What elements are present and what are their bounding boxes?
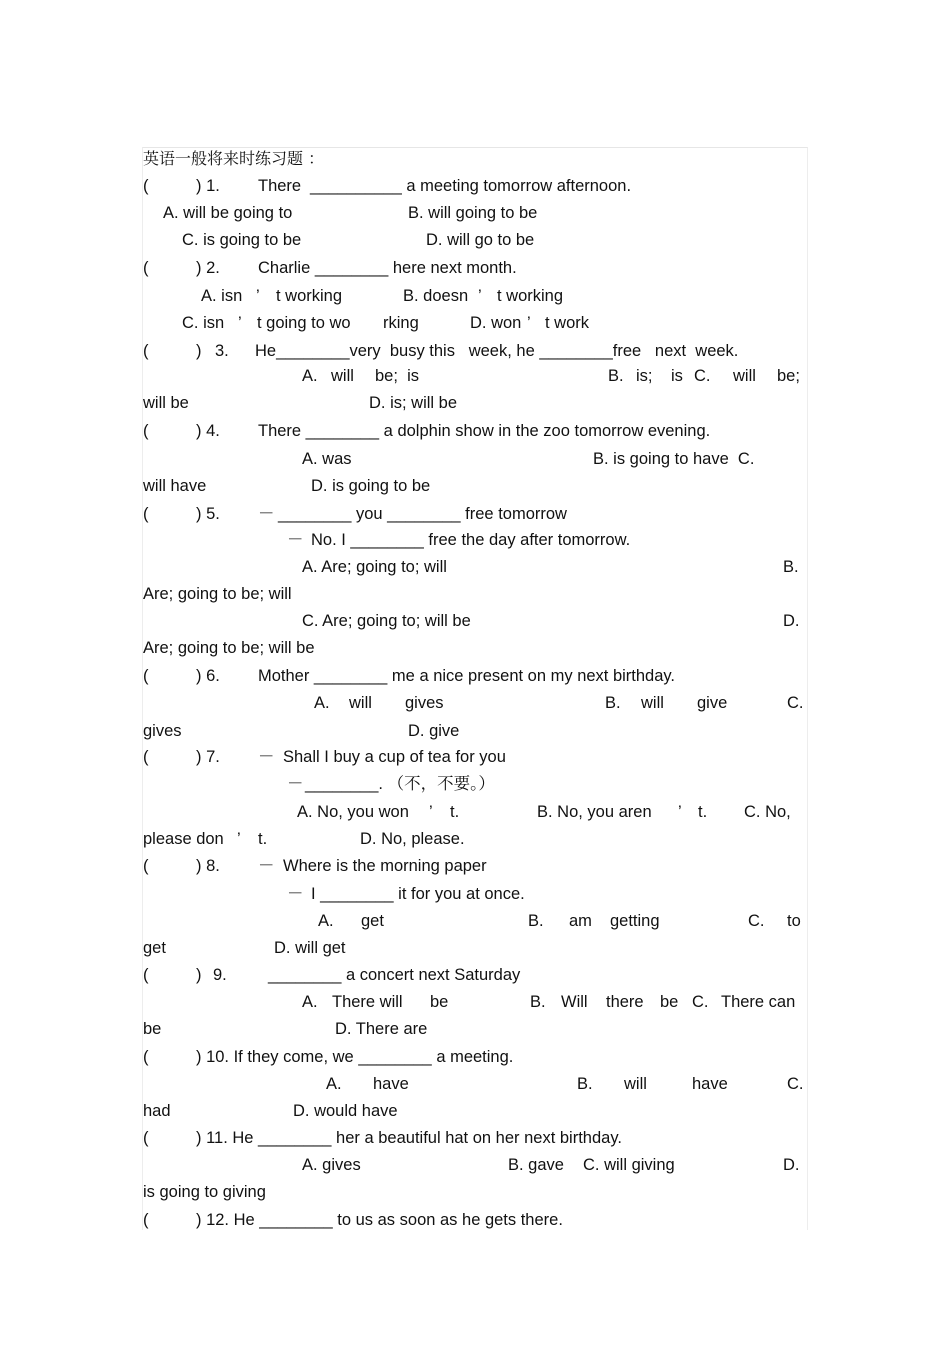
line-3-part-1: C. is going to be [182, 231, 302, 249]
line-18-part-1: Are; going to be; will be [143, 639, 315, 657]
line-24-part-3: t. [450, 803, 460, 821]
line-8-part-7: C. [694, 367, 711, 385]
line-38-part-1: is going to giving [143, 1183, 266, 1201]
line-19-part-3: Mother ________ me a nice present on my next birthday. [258, 667, 676, 685]
line-19-part-2: ) 6. [196, 667, 220, 685]
line-19-part-1: ( [143, 667, 149, 685]
line-27-part-1: － [287, 885, 304, 903]
line-31-part-9: There can [721, 993, 796, 1011]
line-5-part-2: ’ [256, 287, 260, 305]
line-28-part-2: get [361, 912, 384, 930]
line-21-part-1: gives [143, 722, 182, 740]
line-28-part-3: B. [528, 912, 544, 930]
line-22-part-3: － [258, 748, 275, 766]
line-20-part-5: will [641, 694, 664, 712]
line-20-part-1: A. [314, 694, 330, 712]
line-20-part-3: gives [405, 694, 444, 712]
line-36-part-1: ( [143, 1129, 149, 1147]
line-20-part-4: B. [605, 694, 621, 712]
line-28-part-4: am [569, 912, 592, 930]
line-35-part-2: D. would have [293, 1102, 398, 1120]
line-13-part-3: － [258, 505, 275, 523]
line-26-part-3: － [258, 857, 275, 875]
line-8-part-6: is [671, 367, 683, 385]
line-37-part-4: D. [783, 1156, 800, 1174]
line-26-part-2: ) 8. [196, 857, 220, 875]
line-39-part-1: ( [143, 1211, 149, 1229]
line-6-part-4: rking [383, 314, 419, 332]
line-31-part-5: Will [561, 993, 588, 1011]
line-1-part-1: ( [143, 177, 149, 195]
line-24-part-5: ’ [678, 803, 682, 821]
line-26-part-1: ( [143, 857, 149, 875]
line-14-part-2: No. I ________ free the day after tomorrow. [311, 531, 631, 549]
line-12-part-1: will have [143, 477, 207, 495]
line-32-part-1: be [143, 1020, 162, 1038]
line-4-part-1: ( [143, 259, 149, 277]
line-28-part-6: C. [748, 912, 765, 930]
line-10-part-2: ) 4. [196, 422, 220, 440]
line-6-part-2: ’ [238, 314, 242, 332]
line-3-part-2: D. will go to be [426, 231, 535, 249]
line-29-part-1: get [143, 939, 166, 957]
page-frame [142, 147, 808, 1230]
line-2-part-1: A. will be going to [163, 204, 293, 222]
line-1-part-4: __________ a meeting tomorrow afternoon. [310, 177, 632, 195]
line-34-part-2: have [373, 1075, 409, 1093]
line-6-part-1: C. isn [182, 314, 225, 332]
line-31-part-8: C. [692, 993, 709, 1011]
line-28-part-1: A. [318, 912, 334, 930]
line-34-part-1: A. [326, 1075, 342, 1093]
line-34-part-6: C. [787, 1075, 804, 1093]
line-33-part-2: ) 10. If they come, we ________ a meeting. [196, 1048, 514, 1066]
line-24-part-2: ’ [429, 803, 433, 821]
line-31-part-3: be [430, 993, 449, 1011]
line-8-part-9: be; [777, 367, 800, 385]
line-21-part-2: D. give [408, 722, 460, 740]
line-15-part-2: B. [783, 558, 799, 576]
line-5-part-3: t working [276, 287, 343, 305]
line-31-part-4: B. [530, 993, 546, 1011]
line-34-part-3: B. [577, 1075, 593, 1093]
line-1-part-2: ) 1. [196, 177, 220, 195]
line-31-part-7: be [660, 993, 679, 1011]
line-24-part-7: C. No, [744, 803, 791, 821]
line-8-part-1: A. [302, 367, 318, 385]
line-8-part-3: be; is [375, 367, 420, 385]
line-14-part-1: － [287, 531, 304, 549]
line-16-part-1: Are; going to be; will [143, 585, 292, 603]
line-35-part-1: had [143, 1102, 171, 1120]
line-7-part-4: He________very busy this week, he ________free next week. [255, 342, 739, 360]
line-8-part-4: B. [608, 367, 624, 385]
line-23-part-2: ________. （不，不要。） [305, 775, 495, 793]
line-30-part-2: ) [196, 966, 202, 984]
line-39-part-2: ) 12. He ________ to us as soon as he gets there. [196, 1211, 563, 1229]
line-7-part-1: ( [143, 342, 149, 360]
line-7-part-2: ) [196, 342, 202, 360]
line-27-part-2: I ________ it for you at once. [311, 885, 525, 903]
line-12-part-2: D. is going to be [311, 477, 431, 495]
line-25-part-4: D. No, please. [360, 830, 465, 848]
line-34-part-5: have [692, 1075, 728, 1093]
line-30-part-4: ________ a concert next Saturday [268, 966, 521, 984]
line-13-part-1: ( [143, 505, 149, 523]
line-20-part-7: C. [787, 694, 804, 712]
line-13-part-4: ________ you ________ free tomorrow [278, 505, 567, 523]
line-8-part-5: is; [636, 367, 653, 385]
line-31-part-1: A. [302, 993, 318, 1011]
line-11-part-2: B. is going to have C. [593, 450, 755, 468]
line-37-part-2: B. gave [508, 1156, 564, 1174]
line-32-part-2: D. There are [335, 1020, 428, 1038]
line-31-part-6: there [606, 993, 644, 1011]
line-6-part-5: D. won [470, 314, 522, 332]
line-5-part-4: B. doesn [403, 287, 469, 305]
line-10-part-1: ( [143, 422, 149, 440]
line-6-part-3: t going to wo [257, 314, 351, 332]
line-26-part-4: Where is the morning paper [283, 857, 487, 875]
line-4-part-2: ) 2. [196, 259, 220, 277]
line-24-part-6: t. [698, 803, 708, 821]
line-37-part-1: A. gives [302, 1156, 361, 1174]
line-24-part-4: B. No, you aren [537, 803, 652, 821]
line-37-part-3: C. will giving [583, 1156, 675, 1174]
line-25-part-3: t. [258, 830, 268, 848]
line-15-part-1: A. Are; going to; will [302, 558, 447, 576]
line-20-part-6: give [697, 694, 728, 712]
line-11-part-1: A. was [302, 450, 352, 468]
line-28-part-7: to [787, 912, 801, 930]
line-23-part-1: － [287, 775, 304, 793]
line-1-part-3: There [258, 177, 302, 195]
line-9-part-1: will be [143, 394, 189, 412]
line-9-part-2: D. is; will be [369, 394, 458, 412]
line-20-part-2: will [349, 694, 372, 712]
line-25-part-1: please don [143, 830, 224, 848]
line-13-part-2: ) 5. [196, 505, 220, 523]
line-6-part-6: ’ [527, 314, 531, 332]
line-30-part-1: ( [143, 966, 149, 984]
line-33-part-1: ( [143, 1048, 149, 1066]
line-8-part-8: will [733, 367, 756, 385]
line-22-part-4: Shall I buy a cup of tea for you [283, 748, 506, 766]
line-30-part-3: 9. [213, 966, 227, 984]
line-2-part-2: B. will going to be [408, 204, 538, 222]
line-5-part-6: t working [497, 287, 564, 305]
line-22-part-2: ) 7. [196, 748, 220, 766]
worksheet-title: 英语一般将来时练习题 ： [143, 149, 325, 168]
line-17-part-2: D. [783, 612, 800, 630]
line-8-part-2: will [331, 367, 354, 385]
line-29-part-2: D. will get [274, 939, 346, 957]
line-28-part-5: getting [610, 912, 660, 930]
line-7-part-3: 3. [215, 342, 229, 360]
line-34-part-4: will [624, 1075, 647, 1093]
line-6-part-7: t work [545, 314, 590, 332]
line-22-part-1: ( [143, 748, 149, 766]
line-25-part-2: ’ [237, 830, 241, 848]
line-4-part-3: Charlie ________ here next month. [258, 259, 517, 277]
line-31-part-2: There will [332, 993, 403, 1011]
line-5-part-1: A. isn [201, 287, 243, 305]
line-24-part-1: A. No, you won [297, 803, 409, 821]
line-10-part-3: There ________ a dolphin show in the zoo tomorrow evening. [258, 422, 711, 440]
line-17-part-1: C. Are; going to; will be [302, 612, 471, 630]
line-36-part-2: ) 11. He ________ her a beautiful hat on her next birthday. [196, 1129, 622, 1147]
line-5-part-5: ’ [478, 287, 482, 305]
